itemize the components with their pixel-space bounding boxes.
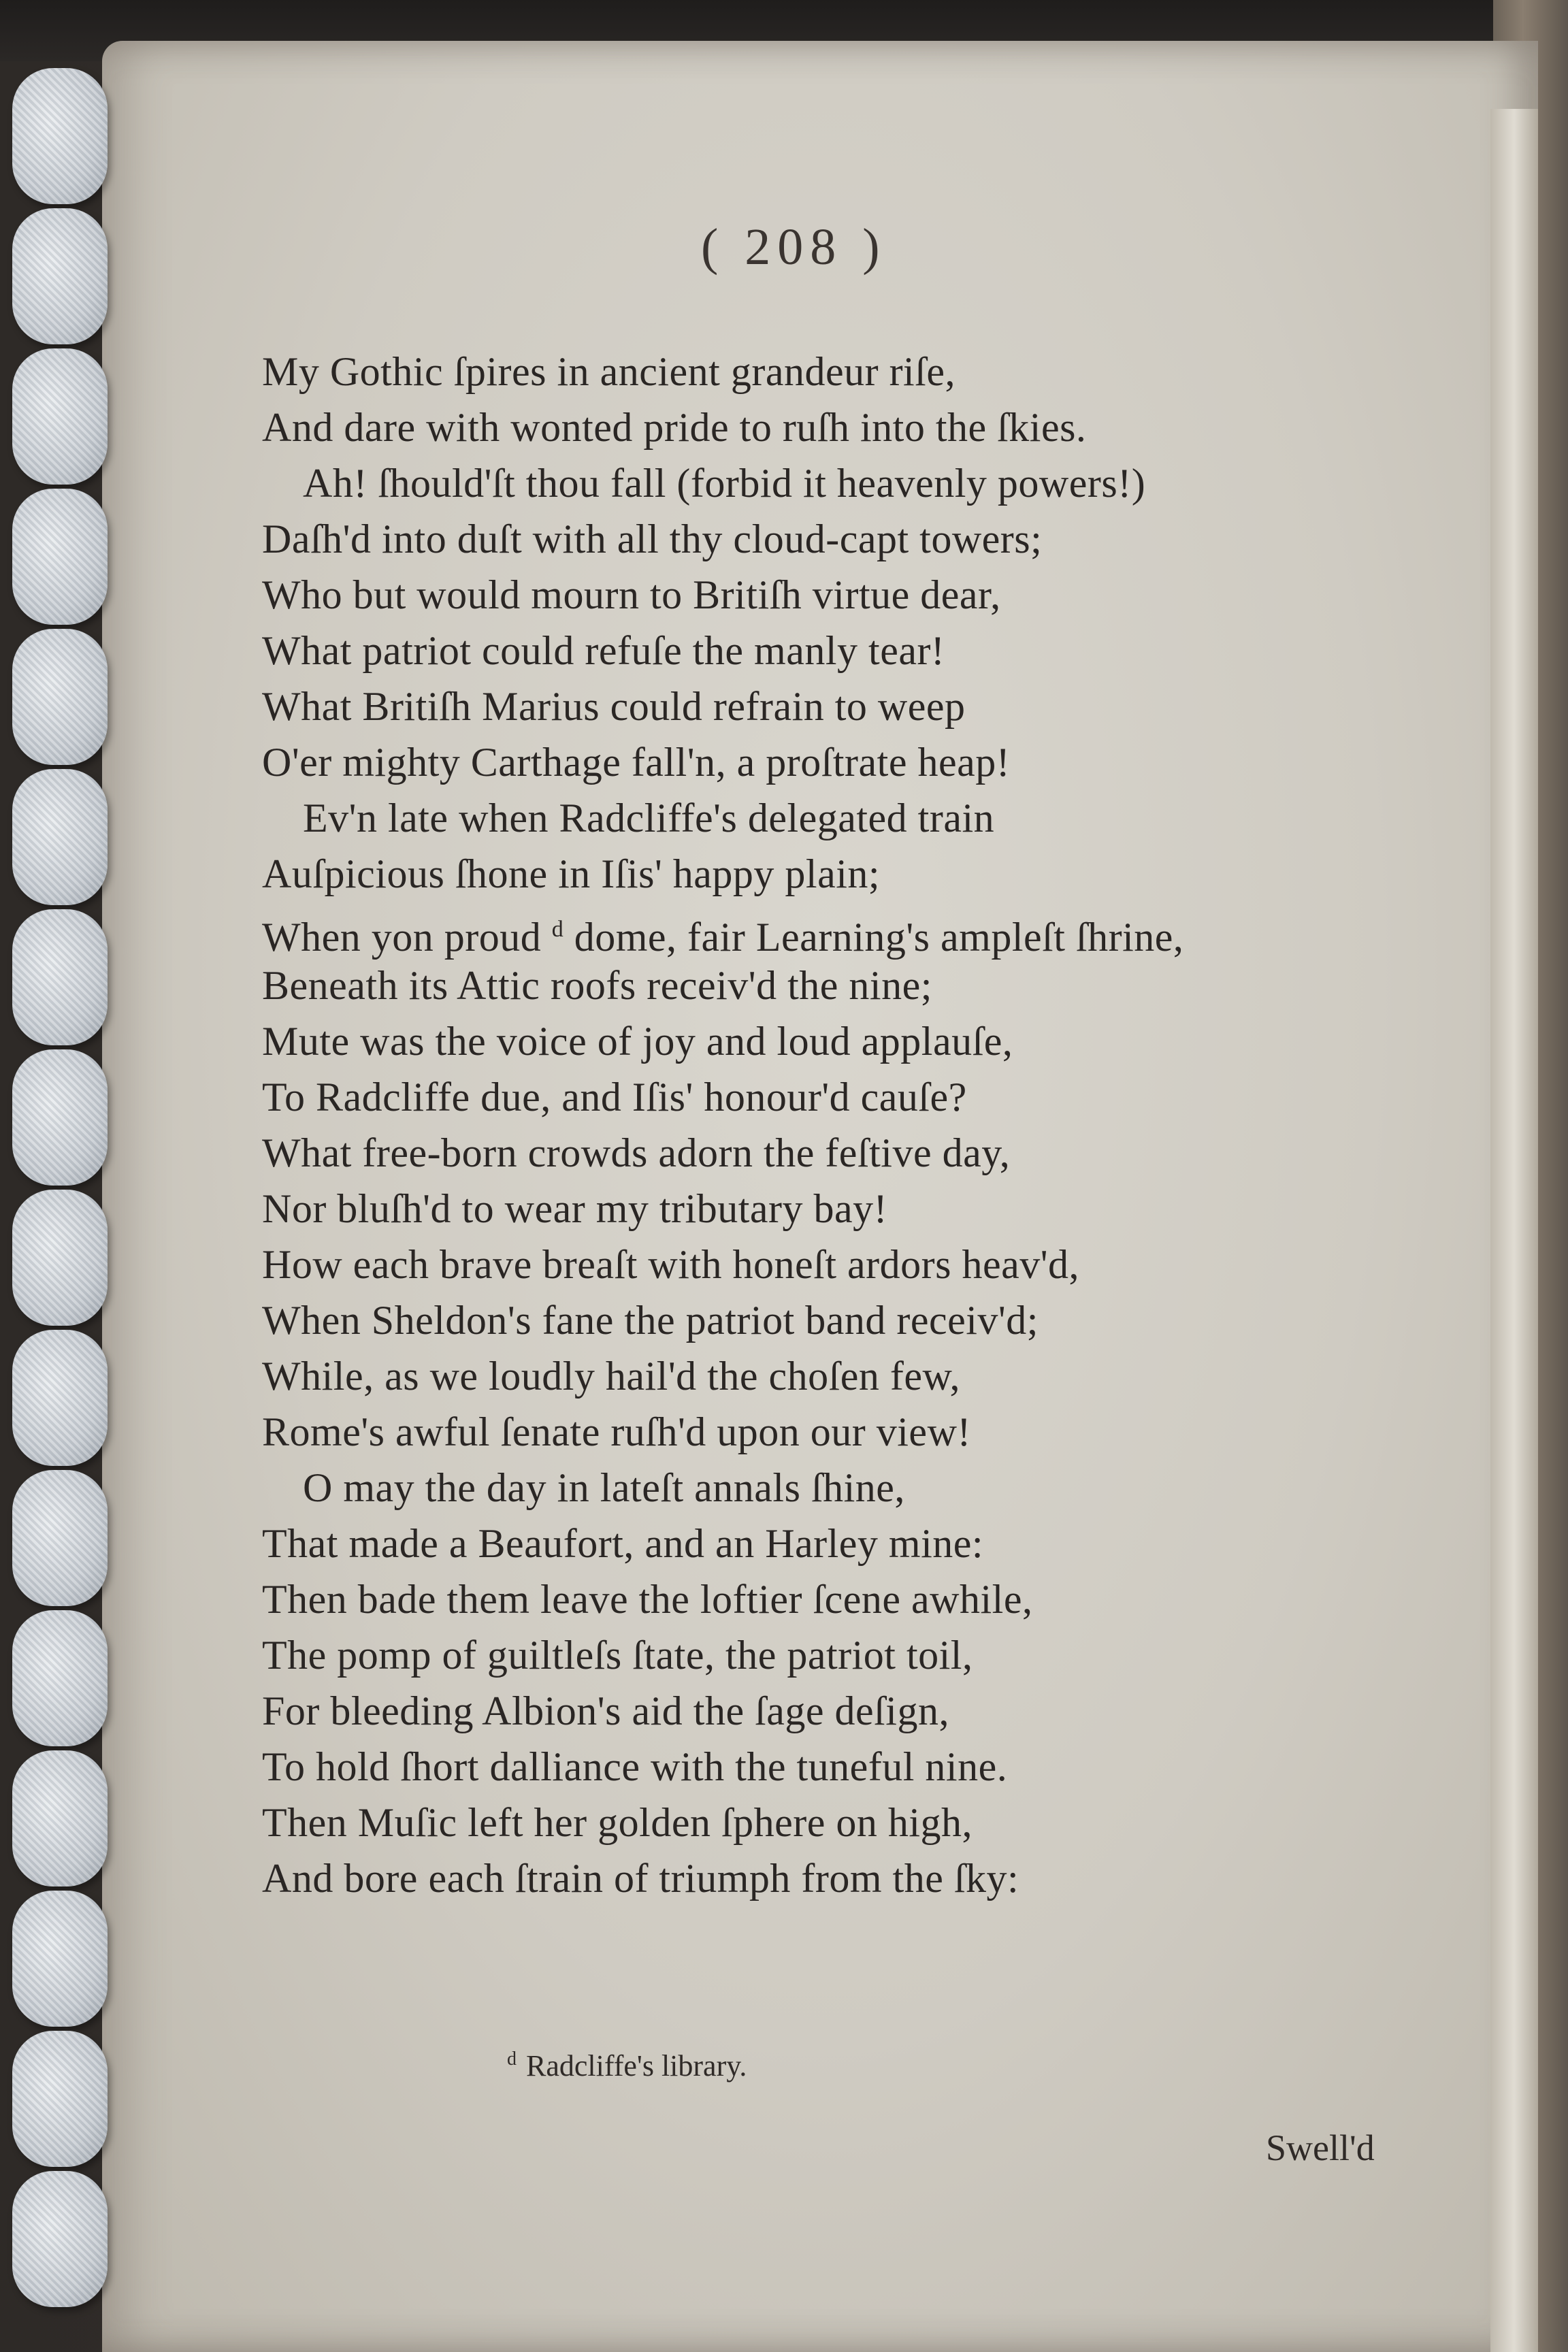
poem-line (262, 1516, 1419, 1571)
poem-line (262, 1739, 1419, 1795)
poem-line-text: The pomp of guiltleſs ſtate, the patriot toil, (262, 1633, 973, 1678)
poem-line-text: O'er mighty Carthage fall'n, a proſtrate heap! (262, 740, 1011, 785)
poem-line (262, 1125, 1419, 1181)
poem-line (262, 1237, 1419, 1292)
poem-line (262, 1795, 1419, 1850)
poem-line-text: Mute was the voice of joy and loud applauſe, (262, 1019, 1013, 1064)
poem-line (262, 790, 1419, 846)
poem-line (262, 734, 1419, 790)
poem-line (262, 958, 1419, 1013)
poem-line-text: Ah! ſhould'ſt thou fall (forbid it heavenly powers!) (303, 461, 1146, 506)
poem-line-text-continued: dome, fair Learning's ampleſt ſhrine, (564, 915, 1184, 960)
poem-line-text: Then bade them leave the loftier ſcene awhile, (262, 1577, 1033, 1622)
poem-line (262, 1181, 1419, 1237)
poem-line (262, 1571, 1419, 1627)
poem-line-text: When yon proud (262, 915, 542, 960)
poem-line-text: And bore each ſtrain of triumph from the ſky: (262, 1856, 1019, 1901)
poem-line (262, 679, 1419, 734)
poem-line-text: Nor bluſh'd to wear my tributary bay! (262, 1186, 888, 1231)
footnote (507, 2048, 747, 2083)
footnote-mark: d (507, 2048, 517, 2070)
poem-line-text: To hold ſhort dalliance with the tuneful nine. (262, 1744, 1008, 1789)
poem-line-text: And dare with wonted pride to ruſh into the ſkies. (262, 405, 1087, 450)
poem-line (262, 455, 1419, 511)
poem-line-text: While, as we loudly hail'd the choſen few, (262, 1354, 960, 1399)
poem-line-text: Rome's awful ſenate ruſh'd upon our view! (262, 1409, 971, 1454)
poem-line (262, 1460, 1419, 1516)
poem-line-text: To Radcliffe due, and Iſis' honour'd cauſe? (262, 1075, 967, 1120)
poem-line (262, 1850, 1419, 1906)
poem-line (262, 1292, 1419, 1348)
poem-line (262, 1683, 1419, 1739)
poem-line (262, 1404, 1419, 1460)
poem-line-text: Who but would mourn to Britiſh virtue dear, (262, 572, 1001, 617)
poem-line-text: That made a Beaufort, and an Harley mine: (262, 1521, 984, 1566)
poem-line (262, 511, 1419, 567)
poem-line-text: Auſpicious ſhone in Iſis' happy plain; (262, 851, 881, 896)
poem-line-text: What free-born crowds adorn the feſtive day, (262, 1130, 1011, 1175)
page-number: ( 208 ) (701, 218, 887, 276)
poem-line-text: For bleeding Albion's aid the ſage deſign, (262, 1688, 949, 1733)
poem-line (262, 902, 1419, 958)
poem-line (262, 1627, 1419, 1683)
poem-line (262, 567, 1419, 623)
footnote-text: Radcliffe's library. (526, 2049, 747, 2082)
poem-line-text: O may the day in lateſt annals ſhine, (303, 1465, 905, 1510)
poem-line-text: My Gothic ſpires in ancient grandeur riſe, (262, 349, 956, 394)
poem-line-text: Then Muſic left her golden ſphere on high, (262, 1800, 973, 1845)
poem-line-text: What Britiſh Marius could refrain to weep (262, 684, 966, 729)
catchword: Swell'd (1266, 2127, 1375, 2168)
poem-line-text: Ev'n late when Radcliffe's delegated train (303, 796, 995, 840)
poem-line (262, 344, 1419, 399)
footnote-reference: d (551, 917, 564, 942)
poem-lines (262, 344, 1419, 1906)
poem-line (262, 846, 1419, 902)
poem-line-text: Beneath its Attic roofs receiv'd the nine; (262, 963, 932, 1008)
poem-line-text: When Sheldon's fane the patriot band receiv'd; (262, 1298, 1039, 1343)
poem-line-text: Daſh'd into duſt with all thy cloud-capt towers; (262, 517, 1043, 561)
poem-line (262, 623, 1419, 679)
poem-line-text: How each brave breaſt with honeſt ardors heav'd, (262, 1242, 1080, 1287)
poem-line (262, 1013, 1419, 1069)
poem-line (262, 1348, 1419, 1404)
poem-line (262, 399, 1419, 455)
poem-line-text: What patriot could refuſe the manly tear! (262, 628, 945, 673)
poem-line (262, 1069, 1419, 1125)
